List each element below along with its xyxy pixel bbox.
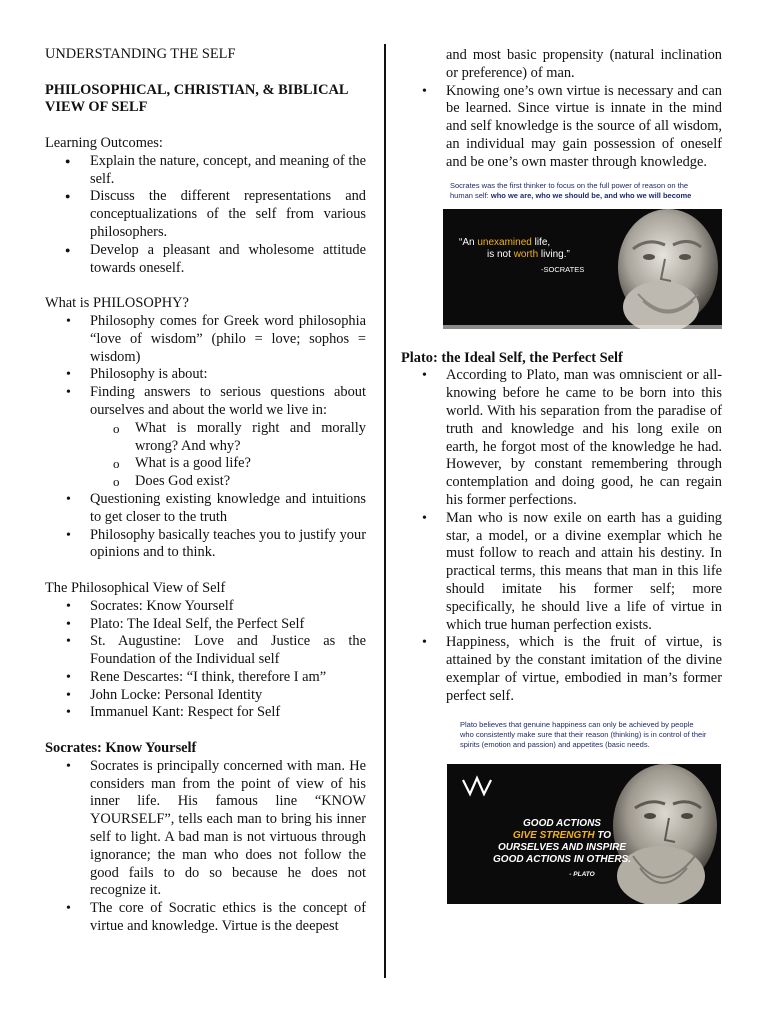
list-item: • The core of Socratic ethics is the concept of virtue and knowledge. Virtue is the deepest [45,900,366,936]
list-item: • Happiness, which is the fruit of virtue, is attained by the constant imitation of the divine exemplar of virtue, embodied in man’s former perfect self. [401,634,722,705]
list-item: ● Explain the nature, concept, and meaning of the self. [45,153,366,189]
plato-image [447,720,721,904]
virtue-list [401,83,722,172]
plato-image-caption: Plato believes that genuine happiness can only be achieved by people who consistently make sure that their reason (thinking) is in control of their spirits (emotion and passion) and appetites (basic needs. [460,719,707,749]
list-item: • Man who is now exile on earth has a guiding star, a model, or a divine exemplar which he must follow to reach and attain his destiny. In practical terms, this means that man in this life should imitate his former self; more specifically, he should live a life of virtue in which true human perfection exists. [401,510,722,635]
list-item: • According to Plato, man was omniscient or all-knowing before he came to be born into this world. With his separation from the paradise of truth and knowledge and his long exile on earth, he forgot most of the knowledge he had. However, by constant remembering through contemplation and doing good, he can regain his former perfections. [401,367,722,509]
learning-outcomes-list [45,153,366,278]
list-item: • Philosophy is about: [45,366,366,384]
plato-heading: Plato: the Ideal Self, the Perfect Self [401,349,623,366]
list-item: • Philosophy comes for Greek word philosophia “love of wisdom” (philo = love; sophos = wisdom) [45,313,366,366]
list-item: ● Develop a pleasant and wholesome attitude towards oneself. [45,242,366,278]
list-item: • Knowing one’s own virtue is necessary and can be learned. Since virtue is innate in the mind and self knowledge is the source of all wisdom, an individual may gain possession of oneself and be one’s own master through knowledge. [401,83,722,172]
list-item: • Philosophy basically teaches you to justify your opinions and to think. [45,527,366,563]
philosophy-list-continued [45,491,366,562]
socrates-quote: “An unexamined life, is not worth living.” -SOCRATES [459,237,609,276]
list-item: o Does God exist? [45,473,366,491]
socrates-list [45,758,366,936]
plato-list [401,367,722,705]
socrates-image [443,181,722,329]
socrates-image-caption: Socrates was the first thinker to focus on the full power of reason on the human self: who we are, who we should be, and who we will become [450,180,692,200]
plato-quote: GOOD ACTIONS GIVE STRENGTH TO OURSELVES AND INSPIRE GOOD ACTIONS IN OTHERS. - PLATO [487,818,637,881]
philosophers-list [45,598,366,723]
plato-quote-panel [447,764,721,904]
socrates-quote-panel [443,209,722,329]
philosophical-view-label: The Philosophical View of Self [45,579,226,596]
list-item: • Socrates: Know Yourself [45,598,366,616]
plato-attribution: - PLATO [569,870,595,878]
what-is-philosophy-label: What is PHILOSOPHY? [45,295,189,312]
continuation-text: and most basic propensity (natural inclination or preference) of man. [446,47,722,81]
list-item: ● Discuss the different representations and conceptualizations of the self from various philosophers. [45,188,366,241]
list-item: o What is a good life? [45,455,366,473]
list-item: • St. Augustine: Love and Justice as the Foundation of the Individual self [45,633,366,669]
learning-outcomes-label: Learning Outcomes: [45,134,163,151]
list-item: • Socrates is principally concerned with man. He considers man from the point of view of his inner life. His famous line “KNOW YOURSELF”, tells each man to bring his inner self to light. A bad man is not virtuous through ignorance; the man who does not follow the good fails to do so because he does not recognize it. [45,758,366,900]
right-column [401,47,722,904]
list-item: • Finding answers to serious questions about ourselves and about the world we live in: [45,384,366,420]
philosophy-list [45,313,366,420]
socrates-heading: Socrates: Know Yourself [45,740,197,757]
questions-list [45,420,366,491]
list-item: • John Locke: Personal Identity [45,687,366,705]
column-divider [384,44,386,978]
left-column [45,46,366,936]
document-title: UNDERSTANDING THE SELF [45,46,236,62]
main-heading: PHILOSOPHICAL, CHRISTIAN, & BIBLICAL VIEW OF SELF [45,81,348,116]
list-item: o What is morally right and morally wrong? And why? [45,420,366,456]
list-item: • Questioning existing knowledge and intuitions to get closer to the truth [45,491,366,527]
list-item: • Rene Descartes: “I think, therefore I am” [45,669,366,687]
list-item: • Plato: The Ideal Self, the Perfect Self [45,616,366,634]
list-item: • Immanuel Kant: Respect for Self [45,704,366,722]
socrates-attribution: -SOCRATES [541,264,585,274]
